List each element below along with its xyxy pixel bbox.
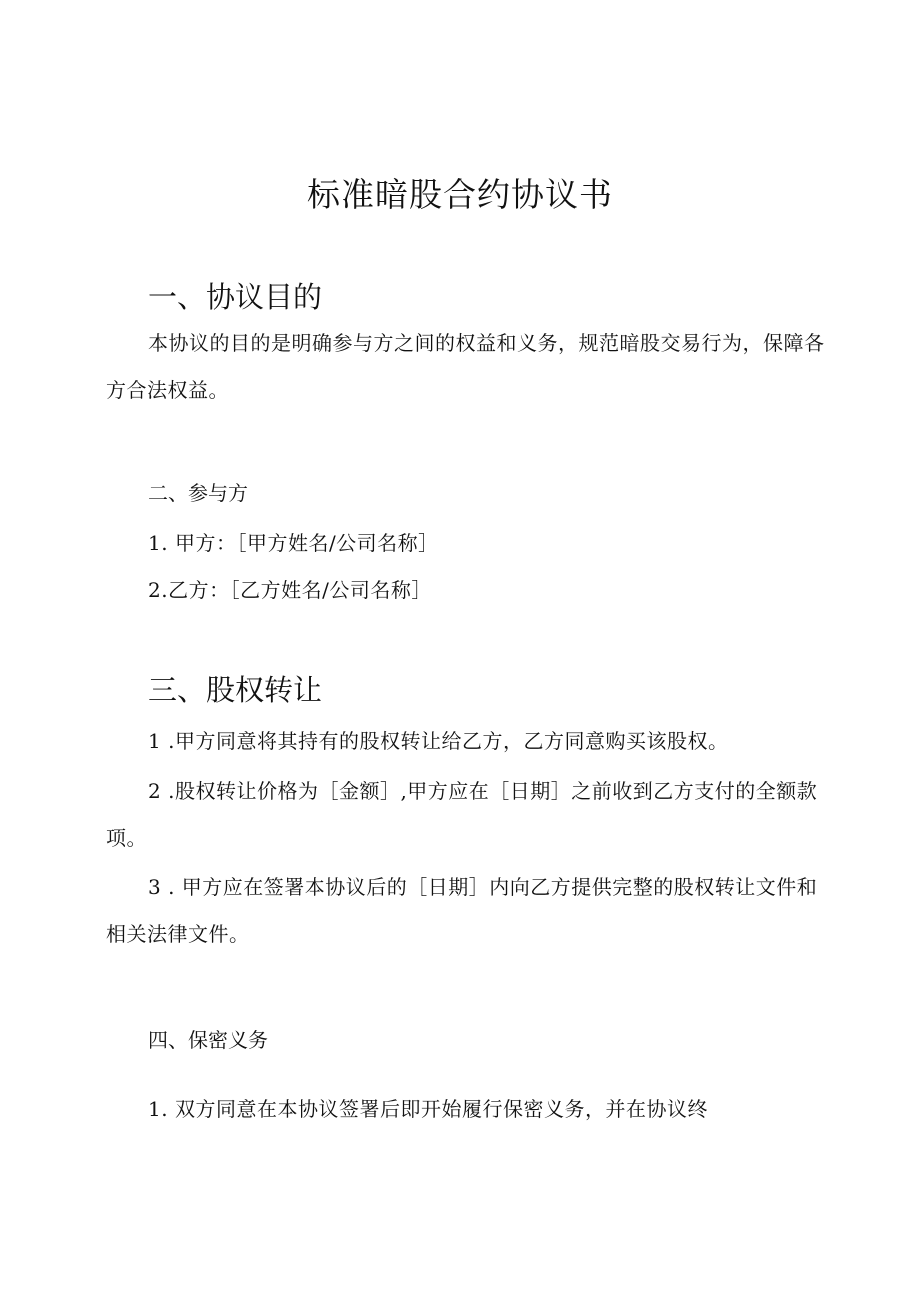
section-heading-purpose: 一、协议目的 — [148, 280, 323, 314]
section-heading-equity-transfer: 三、股权转让 — [148, 673, 323, 707]
equity-clause-3: 3 . 甲方应在签署本协议后的［日期］内向乙方提供完整的股权转让文件和相关法律文件。 — [106, 875, 818, 946]
purpose-paragraph: 本协议的目的是明确参与方之间的权益和义务，规范暗股交易行为，保障各方合法权益。 — [106, 331, 825, 402]
equity-clause-2: 2 .股权转让价格为［金额］,甲方应在［日期］之前收到乙方支付的全额款项。 — [106, 779, 818, 850]
section-heading-parties: 二、参与方 — [148, 481, 248, 505]
party-a-line: 1. 甲方：［甲方姓名/公司名称］ — [148, 531, 439, 555]
confidentiality-clause-1: 1. 双方同意在本协议签署后即开始履行保密义务，并在协议终 — [148, 1097, 708, 1121]
equity-clause-1: 1 .甲方同意将其持有的股权转让给乙方，乙方同意购买该股权。 — [148, 729, 729, 753]
party-b-line: 2.乙方：［乙方姓名/公司名称］ — [148, 578, 432, 602]
document-title: 标准暗股合约协议书 — [307, 175, 613, 214]
section-heading-confidentiality: 四、保密义务 — [148, 1028, 268, 1052]
